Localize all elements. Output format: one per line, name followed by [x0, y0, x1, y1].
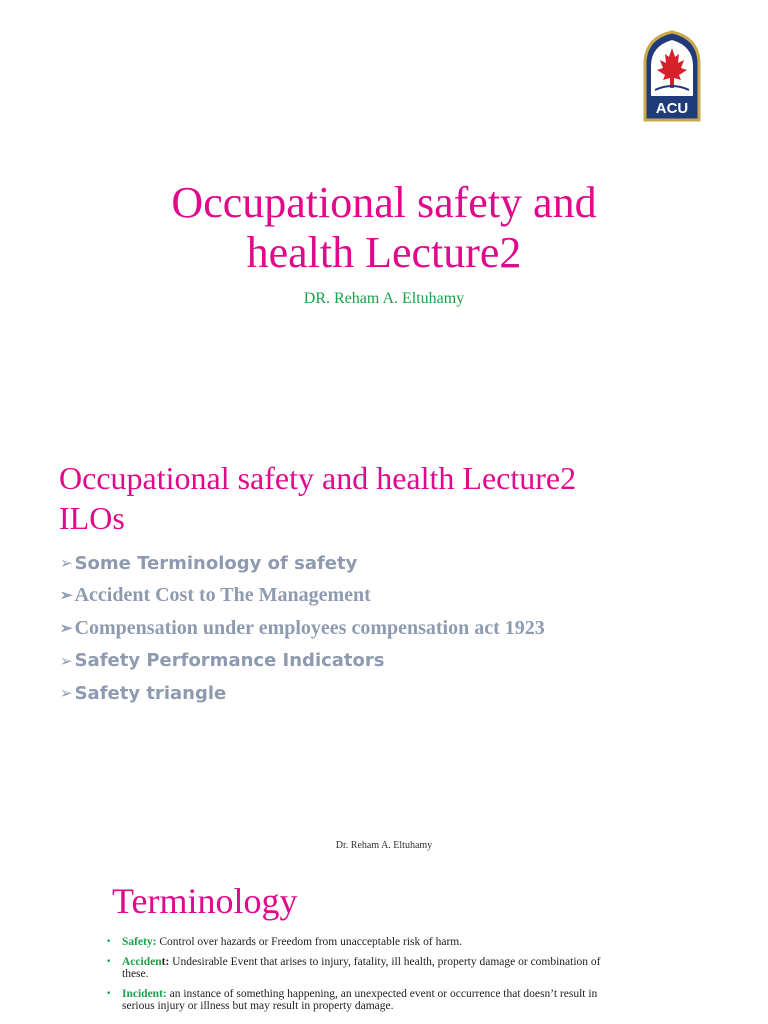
list-item	[60, 580, 545, 613]
bullet-icon: •	[106, 956, 112, 967]
arrow-icon: ➢	[60, 620, 73, 637]
slide2-title-line1: Occupational safety and health Lecture2	[59, 460, 577, 496]
arrow-icon: ➢	[60, 651, 73, 670]
bullet-icon: •	[106, 937, 112, 947]
ilo-item-label: Safety triangle	[74, 682, 227, 704]
slide1-title-line1: Occupational safety and	[171, 178, 597, 227]
term-label: Acciden	[122, 955, 162, 968]
term-definition: Control over hazards or Freedom from unacceptable risk of harm.	[156, 936, 463, 948]
term-label: Safety:	[122, 936, 157, 948]
ilos-slide	[0, 420, 768, 860]
ilo-item-label: Accident Cost to The Management	[74, 584, 371, 607]
slide1-title-line2: health Lecture2	[246, 228, 522, 277]
arrow-icon: ➢	[60, 588, 73, 605]
list-item	[60, 612, 545, 645]
slide3-title: Terminology	[112, 881, 298, 921]
slide1-author: DR. Reham A. Eltuhamy	[303, 290, 465, 307]
list-item	[106, 936, 606, 949]
term-label: Incident:	[122, 987, 167, 1000]
slide2-title	[59, 458, 749, 538]
list-item	[60, 645, 545, 678]
bullet-icon: •	[106, 988, 112, 999]
term-definition: an instance of something happening, an unexpected event or occurrence that doesn’t result in serious injury or illness but may result in property damage.	[122, 987, 598, 1012]
ilo-list	[60, 547, 545, 710]
list-item	[106, 956, 606, 981]
list-item	[60, 547, 545, 580]
title-slide	[0, 0, 768, 420]
ilo-item-label: Safety Performance Indicators	[74, 650, 385, 672]
ilo-item-label: Compensation under employees compensation act 1923	[74, 616, 545, 639]
logo-text: ACU	[655, 100, 689, 117]
slide1-title	[0, 178, 768, 278]
term-label-suffix: t:	[161, 955, 170, 968]
terminology-list	[106, 936, 606, 1020]
terminology-slide	[0, 860, 768, 1024]
term-definition: Undesirable Event that arises to injury, fatality, ill health, property damage or combination of these.	[122, 955, 601, 980]
list-item	[60, 677, 545, 710]
slide2-title-line2: ILOs	[59, 500, 125, 536]
ilo-item-label: Some Terminology of safety	[74, 552, 358, 574]
slide2-footer: Dr. Reham A. Eltuhamy	[335, 840, 433, 851]
list-item	[106, 988, 606, 1013]
arrow-icon: ➢	[60, 684, 73, 703]
acu-logo	[641, 30, 703, 122]
arrow-icon: ➢	[60, 554, 73, 573]
